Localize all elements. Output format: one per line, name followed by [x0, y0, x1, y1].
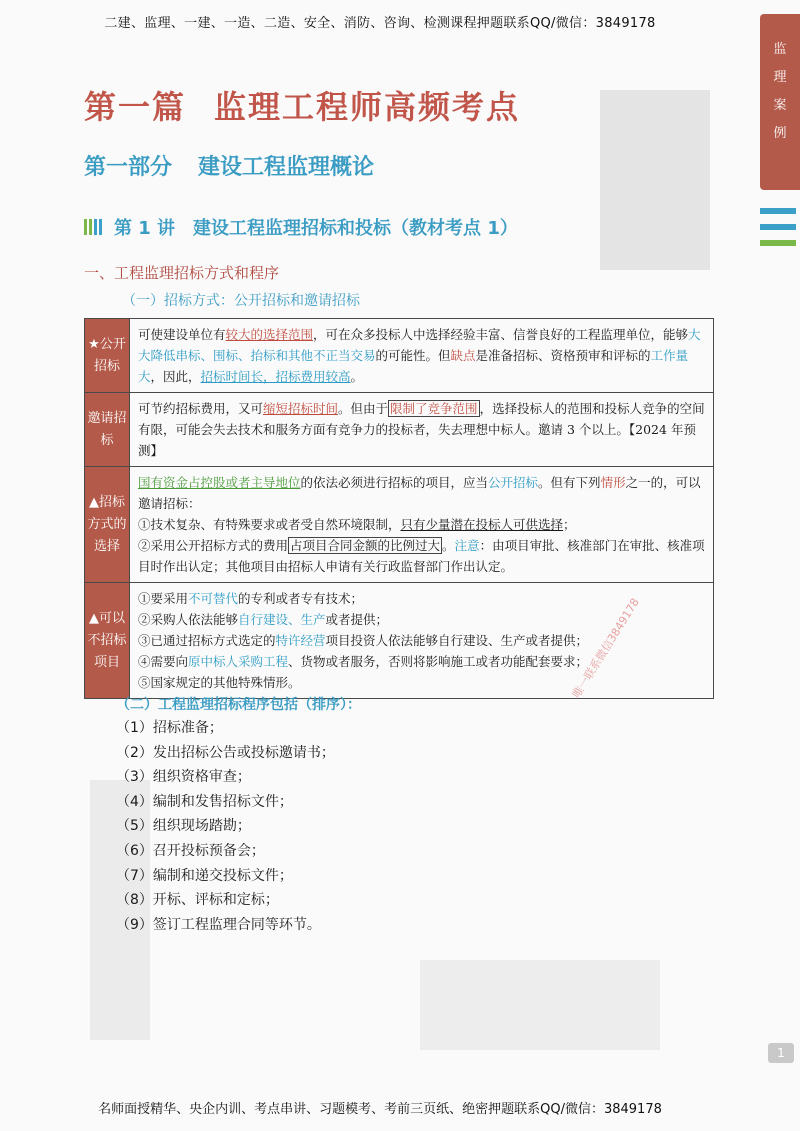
background-building-image [600, 90, 710, 270]
table-row [85, 319, 714, 393]
side-tab-char: 监 [773, 42, 787, 57]
row-label: 邀请招标 [85, 393, 130, 467]
list-item: （7）编制和递交投标文件； [116, 867, 293, 884]
side-stripe [760, 240, 796, 246]
part-name: 监理工程师高频考点 [214, 88, 521, 126]
row-label: ▲可以不招标项目 [85, 583, 130, 699]
page-number: 1 [768, 1043, 794, 1063]
procedure-list [116, 716, 335, 937]
list-item: （1）招标准备； [116, 720, 223, 736]
heading-level2: （一）招标方式：公开招标和邀请招标 [122, 293, 360, 309]
lecture-title [84, 214, 518, 240]
header-advert: 二建、监理、一建、一造、二造、安全、消防、咨询、检测课程押题联系QQ/微信：3849178 [104, 16, 656, 31]
watermark-stamp: 唯一联系微信3849178 [569, 596, 642, 701]
side-tab-char: 案 [773, 98, 787, 113]
section-title [84, 150, 374, 181]
background-building-image [420, 960, 660, 1050]
section-number: 第一部分 [84, 155, 173, 180]
side-tab-char: 例 [773, 126, 787, 141]
list-item: （5）组织现场踏勘； [116, 818, 251, 835]
part-number: 第一篇 [84, 88, 187, 126]
heading-level1: 一、工程监理招标方式和程序 [84, 264, 280, 282]
part-title [84, 82, 520, 128]
table-row [85, 393, 714, 467]
lecture-text: 第 1 讲 建设工程监理招标和投标（教材考点 1） [114, 218, 518, 239]
list-item: （6）召开投标预备会； [116, 842, 265, 859]
row-content: 国有资金占控股或者主导地位的依法必须进行招标的项目，应当公开招标。但有下列情形之一的，可以邀请招标： ①技术复杂、有特殊要求或者受自然环境限制，只有少量潜在投标人可供选择； ②采用公开招标方式的费用 占项目合同金额的比例过大 。注意：由项目审批、核准部门在审批、核准项目时作出认定；其他项目由招标人申请有关行政监督部门作出认定。 [130, 467, 714, 583]
list-item: （8）开标、评标和定标； [116, 892, 279, 909]
bars-icon [84, 219, 104, 240]
list-item: （3）组织资格审查； [116, 769, 251, 786]
list-item: （2）发出招标公告或投标邀请书； [116, 744, 335, 761]
row-content: ①要采用不可替代的专利或者专有技术； ②采购人依法能够自行建设、生产或者提供； ③已通过招标方式选定的特许经营项目投资人依法能够自行建设、生产或者提供； ④需要向原中标人采购工程、货物或者服务，否则将影响施工或者功能配套要求； ⑤国家规定的其他特殊情形。 [130, 583, 714, 699]
row-label: ▲招标方式的选择 [85, 467, 130, 583]
section-name: 建设工程监理概论 [198, 155, 375, 180]
bidding-methods-table [84, 318, 714, 699]
row-label: ★公开招标 [85, 319, 130, 393]
side-stripe [760, 208, 796, 214]
side-tab-char: 理 [773, 70, 787, 85]
list-item: （9）签订工程监理合同等环节。 [116, 916, 321, 933]
side-stripe [760, 224, 796, 230]
row-content: 可节约招标费用，又可缩短招标时间。但由于 限制了竞争范围 ，选择投标人的范围和投标人竞争的空间有限，可能会失去技术和服务方面有竞争力的投标者，失去理想中标人。邀请 3 个以上。【2024 年预测】 [130, 393, 714, 467]
footer-advert: 名师面授精华、央企内训、考点串讲、习题模考、考前三页纸、绝密押题联系QQ/微信：3849178 [98, 1102, 662, 1117]
list-item: （4）编制和发售招标文件； [116, 793, 293, 810]
side-tab [760, 14, 800, 190]
procedure-heading: （二）工程监理招标程序包括（排序）： [116, 697, 361, 713]
row-content: 可使建设单位有较大的选择范围，可在众多投标人中选择经验丰富、信誉良好的工程监理单位，能够大大降低串标、围标、抬标和其他不正当交易的可能性。但缺点是准备招标、资格预审和评标的工作量大，因此，招标时间长，招标费用较高。 [130, 319, 714, 393]
table-row [85, 467, 714, 583]
